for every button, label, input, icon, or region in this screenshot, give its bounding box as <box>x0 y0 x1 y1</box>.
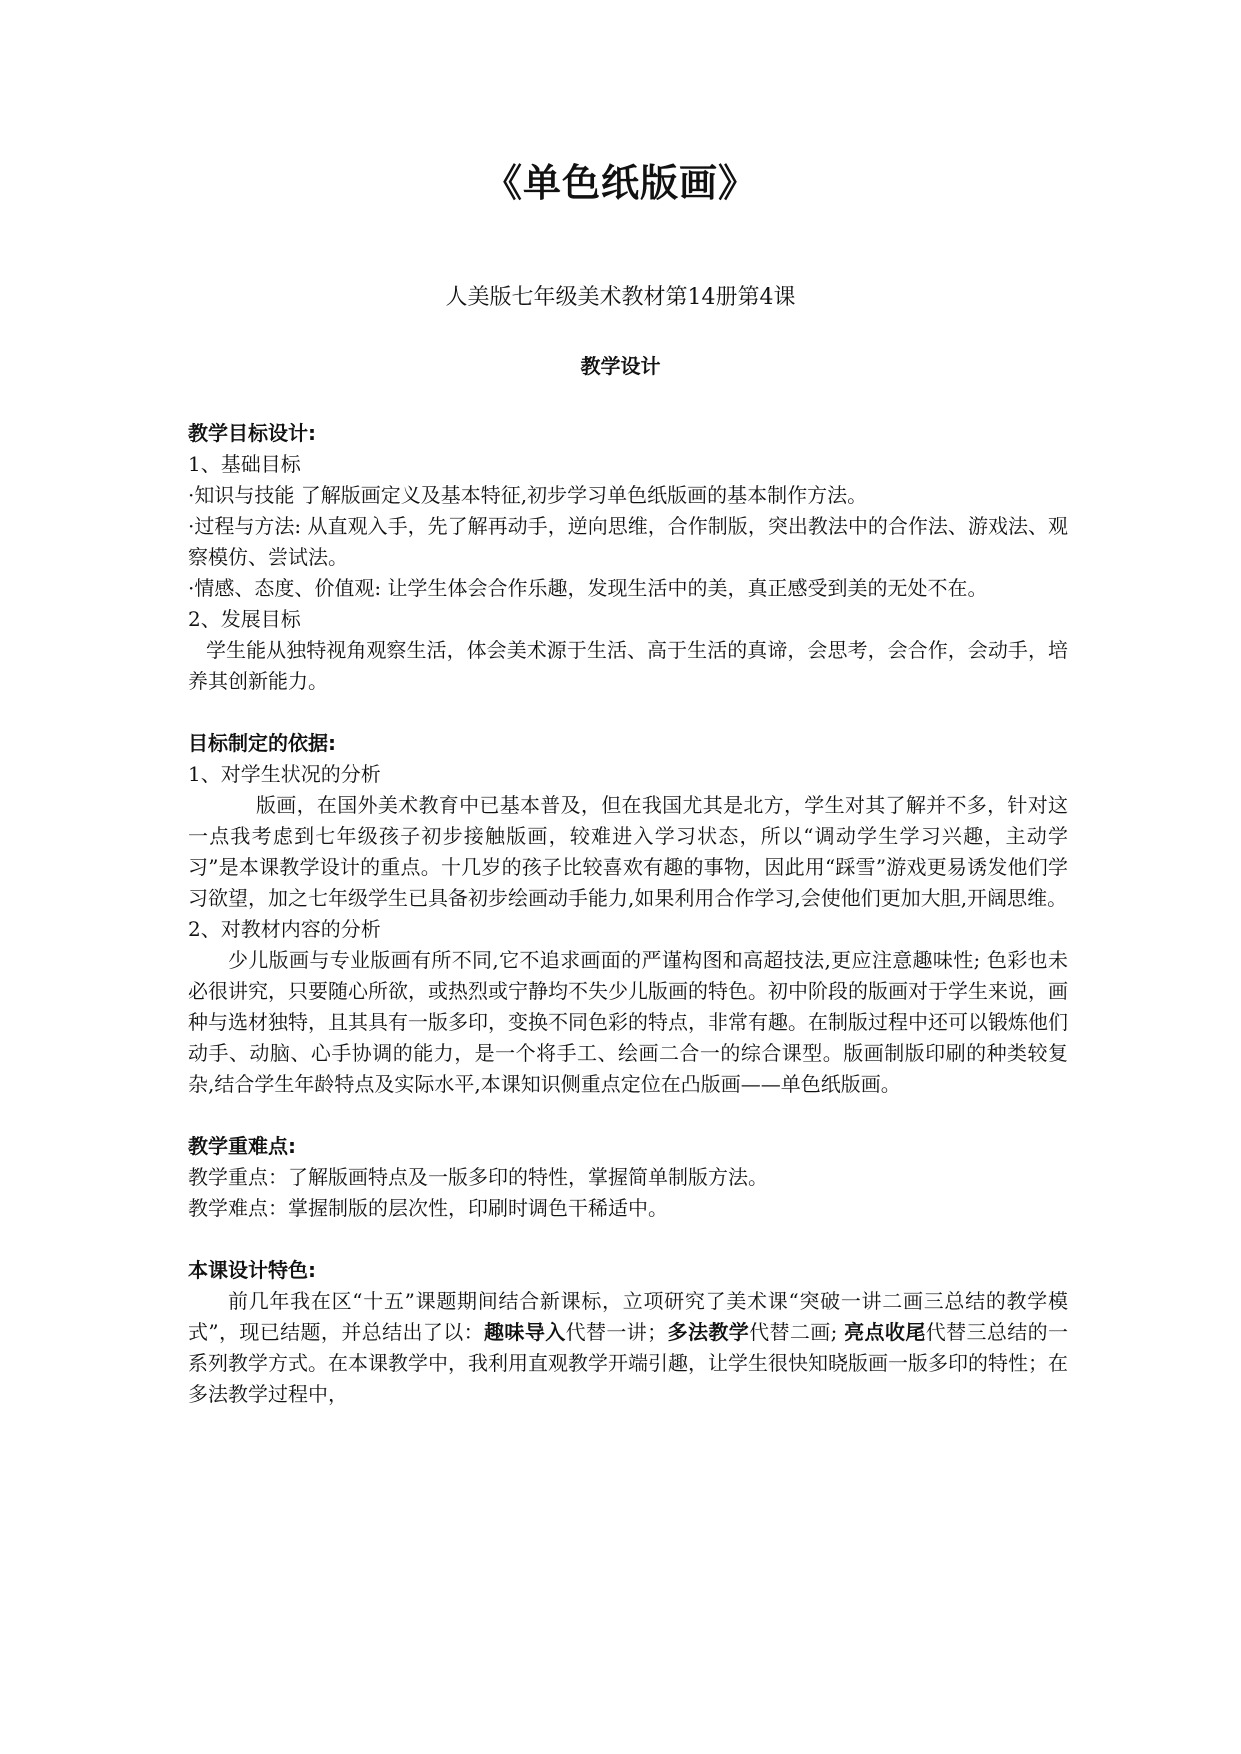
difficult-point: 教学难点：掌握制版的层次性，印刷时调色干稀适中。 <box>188 1196 668 1220</box>
section-heading: 教学重难点: <box>188 1134 296 1158</box>
text-run: 代替二画; <box>749 1320 845 1344</box>
design-heading: 教学设计 <box>580 354 661 378</box>
text-run: 代替一讲； <box>565 1320 668 1344</box>
bullet-item: ·过程与方法: 从直观入手，先了解再动手，逆向思维，合作制版，突出教法中的合作法、游戏法、观察模仿、尝试法。 <box>188 514 1068 569</box>
document-body <box>188 418 1068 1410</box>
section-key-difficult-points <box>188 1131 1068 1224</box>
key-point: 教学重点：了解版画特点及一版多印的特性，掌握简单制版方法。 <box>188 1165 768 1189</box>
bold-text: 亮点收尾 <box>844 1320 926 1344</box>
list-item: 2、对教材内容的分析 <box>188 917 381 941</box>
paragraph <box>188 1286 1068 1410</box>
paragraph: 少儿版画与专业版画有所不同,它不追求画面的严谨构图和高超技法,更应注意趣味性; 色彩也未必很讲究，只要随心所欲，或热烈或宁静均不失少儿版画的特色。初中阶段的版画对于学生来说，画种与选材独特，且其具有一版多印，变换不同色彩的特点，非常有趣。在制版过程中还可以锻炼他们动手、动脑、心手协调的能力，是一个将手工、绘画二合一的综合课型。版画制版印刷的种类较复杂,结合学生年龄特点及实际水平,本课知识侧重点定位在凸版画——单色纸版画。 <box>188 948 1068 1096</box>
bullet-item: ·情感、态度、价值观: 让学生体会合作乐趣，发现生活中的美，真正感受到美的无处不在。 <box>188 576 988 600</box>
document-title: 《单色纸版画》 <box>483 161 757 205</box>
list-item: 1、对学生状况的分析 <box>188 762 381 786</box>
section-design-features <box>188 1255 1068 1410</box>
section-teaching-objectives <box>188 418 1068 697</box>
section-heading: 本课设计特色: <box>188 1258 316 1282</box>
bold-text: 多法教学 <box>667 1320 750 1344</box>
list-item: 2、发展目标 <box>188 607 301 631</box>
section-objective-basis <box>188 728 1068 1100</box>
list-item: 1、基础目标 <box>188 452 301 476</box>
bullet-item: ·知识与技能 了解版画定义及基本特征,初步学习单色纸版画的基本制作方法。 <box>188 483 868 507</box>
section-heading: 教学目标设计: <box>188 421 316 445</box>
document-subtitle: 人美版七年级美术教材第14册第4课 <box>445 285 796 310</box>
paragraph: 学生能从独特视角观察生活，体会美术源于生活、高于生活的真谛，会思考，会合作，会动手，培养其创新能力。 <box>188 638 1068 693</box>
section-heading: 目标制定的依据: <box>188 731 336 755</box>
text-run: 前几年我在区“十五”课题期间结合新课标，立项研究了美术课“突破一讲二画三总结的教学模式”，现已结题，并总结出了以： <box>188 1289 1068 1344</box>
bold-text: 趣味导入 <box>484 1320 566 1344</box>
text-run: 代替三总结的一系列教学方式。在本课教学中，我利用直观教学开端引趣，让学生很快知晓版画一版多印的特性；在多法教学过程中， <box>188 1320 1069 1406</box>
paragraph: 版画，在国外美术教育中已基本普及，但在我国尤其是北方，学生对其了解并不多，针对这一点我考虑到七年级孩子初步接触版画，较难进入学习状态，所以“调动学生学习兴趣，主动学习”是本课教学设计的重点。十几岁的孩子比较喜欢有趣的事物，因此用“踩雪”游戏更易诱发他们学习欲望，加之七年级学生已具备初步绘画动手能力,如果利用合作学习,会使他们更加大胆,开阔思维。 <box>188 793 1068 910</box>
